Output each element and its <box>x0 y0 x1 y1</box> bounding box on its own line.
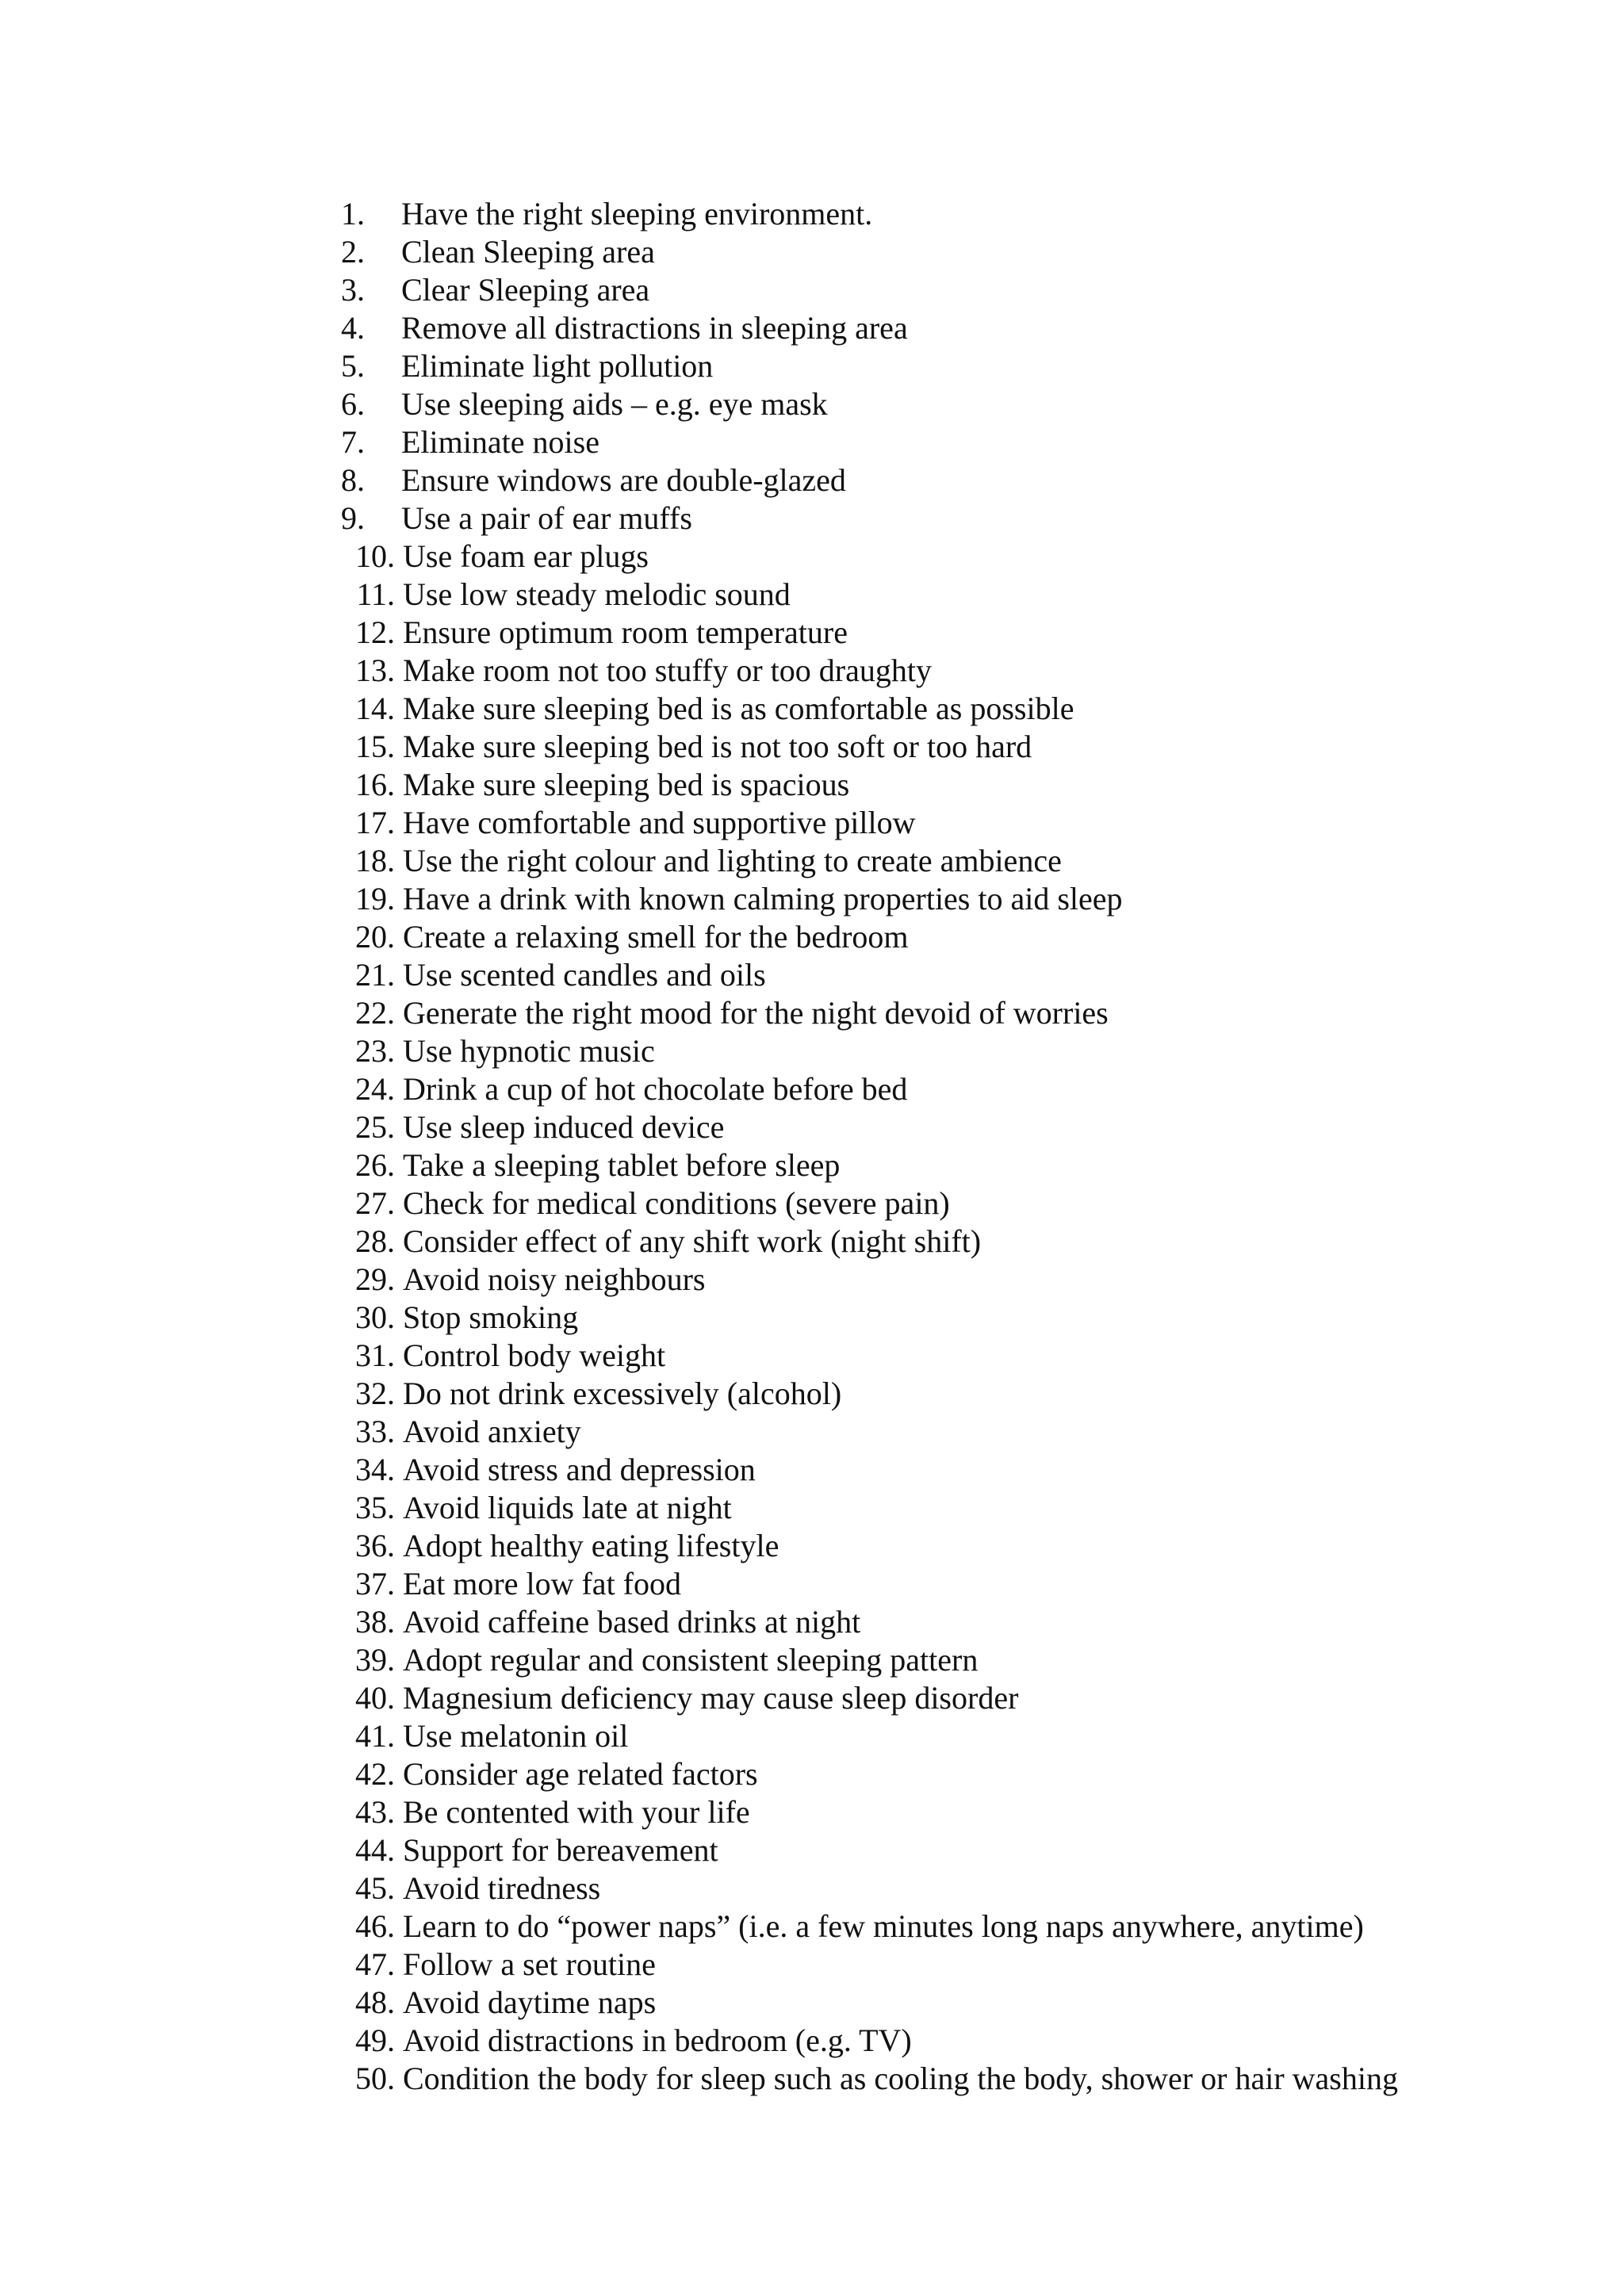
list-item-text: Stop smoking <box>403 1299 579 1335</box>
list-item-text: Use melatonin oil <box>403 1718 629 1754</box>
list-item-text: Use low steady melodic sound <box>403 576 791 612</box>
list-item-text: Avoid anxiety <box>403 1414 581 1449</box>
list-item-text: Take a sleeping tablet before sleep <box>403 1147 841 1183</box>
list-item-number: 42. <box>355 1756 395 1792</box>
list-item <box>341 1908 1398 1946</box>
list-item <box>341 1223 1398 1261</box>
list-item <box>341 1375 1398 1413</box>
list-item-text: Have comfortable and supportive pillow <box>403 805 916 840</box>
list-item-text: Avoid tiredness <box>403 1870 601 1906</box>
list-item <box>341 1565 1398 1603</box>
list-item-number: 13. <box>355 652 395 688</box>
list-item-text: Be contented with your life <box>403 1794 750 1830</box>
list-item-number: 29. <box>355 1261 395 1297</box>
list-item-number: 12. <box>355 614 395 650</box>
list-item-number: 16. <box>355 767 395 802</box>
list-item <box>341 728 1398 766</box>
list-item-number: 5. <box>341 348 365 384</box>
list-item-number: 33. <box>355 1414 395 1449</box>
list-item <box>341 1299 1398 1337</box>
list-item-text: Check for medical conditions (severe pain) <box>403 1185 950 1221</box>
list-item <box>341 1984 1398 2022</box>
list-item <box>341 538 1398 576</box>
list-item-text: Make sure sleeping bed is as comfortable as possible <box>403 691 1074 726</box>
list-item-number: 39. <box>355 1642 395 1678</box>
list-item-text: Magnesium deficiency may cause sleep disorder <box>403 1680 1019 1716</box>
list-item <box>341 652 1398 690</box>
list-item <box>341 309 1398 347</box>
list-item <box>341 1070 1398 1108</box>
list-item-text: Avoid caffeine based drinks at night <box>403 1604 861 1640</box>
list-item <box>341 1946 1398 1984</box>
list-item-text: Make room not too stuffy or too draughty <box>403 652 932 688</box>
list-item-number: 9. <box>341 500 365 536</box>
list-item <box>341 1641 1398 1679</box>
list-item <box>341 1717 1398 1755</box>
list-item <box>341 956 1398 994</box>
list-item-number: 41. <box>355 1718 395 1754</box>
list-item-text: Do not drink excessively (alcohol) <box>403 1376 842 1411</box>
list-item <box>341 423 1398 461</box>
list-item-number: 2. <box>341 234 365 270</box>
list-item-text: Use foam ear plugs <box>403 538 649 574</box>
list-item <box>341 2022 1398 2060</box>
list-item-text: Use a pair of ear muffs <box>401 500 692 536</box>
list-item-number: 26. <box>355 1147 395 1183</box>
list-item-text: Use the right colour and lighting to create ambience <box>403 843 1062 878</box>
list-item-number: 35. <box>355 1490 395 1525</box>
list-item-number: 14. <box>355 691 395 726</box>
list-item <box>341 499 1398 538</box>
list-item <box>341 1489 1398 1527</box>
list-item-number: 4. <box>341 310 365 346</box>
list-item-number: 15. <box>355 729 395 764</box>
list-item-number: 36. <box>355 1528 395 1563</box>
list-item <box>341 766 1398 804</box>
list-item <box>341 461 1398 499</box>
list-item-number: 30. <box>355 1299 395 1335</box>
list-item-number: 6. <box>341 386 365 422</box>
list-item-number: 37. <box>355 1566 395 1601</box>
list-item-text: Consider effect of any shift work (night shift) <box>403 1223 982 1259</box>
list-item-number: 23. <box>355 1033 395 1069</box>
list-item-text: Adopt healthy eating lifestyle <box>403 1528 779 1563</box>
list-item-text: Eliminate noise <box>401 424 599 460</box>
list-item-number: 25. <box>355 1109 395 1145</box>
list-item <box>341 1831 1398 1869</box>
list-item-text: Have a drink with known calming properties to aid sleep <box>403 881 1123 916</box>
list-item-text: Clean Sleeping area <box>401 234 655 270</box>
list-item <box>341 842 1398 880</box>
list-item <box>341 2060 1398 2098</box>
list-item <box>341 1869 1398 1908</box>
list-item-number: 44. <box>355 1832 395 1868</box>
list-item-text: Avoid liquids late at night <box>403 1490 732 1525</box>
list-item-text: Avoid stress and depression <box>403 1452 756 1487</box>
list-item-number: 46. <box>355 1908 395 1944</box>
list-item <box>341 1755 1398 1793</box>
list-item-text: Avoid daytime naps <box>403 1984 657 2020</box>
list-item-text: Follow a set routine <box>403 1946 656 1982</box>
list-item-text: Avoid distractions in bedroom (e.g. TV) <box>403 2022 912 2058</box>
list-item-text: Support for bereavement <box>403 1832 718 1868</box>
list-item-text: Adopt regular and consistent sleeping pattern <box>403 1642 979 1678</box>
list-item <box>341 918 1398 956</box>
list-item <box>341 614 1398 652</box>
list-item <box>341 1184 1398 1223</box>
list-item <box>341 1032 1398 1070</box>
list-item <box>341 1146 1398 1184</box>
list-item <box>341 1793 1398 1831</box>
list-item-text: Ensure optimum room temperature <box>403 614 848 650</box>
list-item <box>341 1108 1398 1146</box>
list-item-number: 45. <box>355 1870 395 1906</box>
list-item-text: Use scented candles and oils <box>403 957 766 993</box>
list-item <box>341 576 1398 614</box>
list-item-text: Make sure sleeping bed is not too soft or too hard <box>403 729 1032 764</box>
list-item-number: 8. <box>341 462 365 498</box>
list-item-text: Control body weight <box>403 1337 666 1373</box>
list-item <box>341 271 1398 309</box>
list-item-number: 22. <box>355 995 395 1031</box>
list-item <box>341 690 1398 728</box>
list-item-text: Clear Sleeping area <box>401 272 650 308</box>
list-item-text: Avoid noisy neighbours <box>403 1261 706 1297</box>
list-item-text: Ensure windows are double-glazed <box>401 462 846 498</box>
list-item <box>341 994 1398 1032</box>
list-item-text: Drink a cup of hot chocolate before bed <box>403 1071 908 1107</box>
list-item-text: Condition the body for sleep such as cooling the body, shower or hair washing <box>403 2061 1398 2096</box>
list-item <box>341 1679 1398 1717</box>
list-item-number: 19. <box>355 881 395 916</box>
list-item-number: 11. <box>356 576 395 612</box>
list-item-text: Generate the right mood for the night devoid of worries <box>403 995 1109 1031</box>
list-item <box>341 385 1398 423</box>
list-item <box>341 804 1398 842</box>
list-item-number: 17. <box>355 805 395 840</box>
list-item-number: 38. <box>355 1604 395 1640</box>
list-item-number: 47. <box>355 1946 395 1982</box>
list-item-number: 50. <box>355 2061 395 2096</box>
list-item <box>341 233 1398 271</box>
list-item-number: 27. <box>355 1185 395 1221</box>
list-item-text: Use sleeping aids – e.g. eye mask <box>401 386 828 422</box>
list-item-number: 10. <box>355 538 395 574</box>
list-item-text: Consider age related factors <box>403 1756 758 1792</box>
list-item-text: Use sleep induced device <box>403 1109 725 1145</box>
list-item <box>341 195 1398 233</box>
list-item-number: 31. <box>355 1337 395 1373</box>
list-item <box>341 1261 1398 1299</box>
list-item-number: 48. <box>355 1984 395 2020</box>
list-item-number: 18. <box>355 843 395 878</box>
list-item <box>341 1451 1398 1489</box>
list-item <box>341 1603 1398 1641</box>
list-item-text: Use hypnotic music <box>403 1033 655 1069</box>
list-item-number: 43. <box>355 1794 395 1830</box>
list-item-number: 21. <box>355 957 395 993</box>
list-item-number: 1. <box>341 196 365 232</box>
list-item-text: Create a relaxing smell for the bedroom <box>403 919 909 955</box>
sleep-tips-list <box>341 195 1398 2098</box>
list-item-number: 28. <box>355 1223 395 1259</box>
list-item-text: Make sure sleeping bed is spacious <box>403 767 850 802</box>
list-item <box>341 347 1398 385</box>
list-item-text: Learn to do “power naps” (i.e. a few minutes long naps anywhere, anytime) <box>403 1908 1364 1944</box>
list-item-text: Remove all distractions in sleeping area <box>401 310 908 346</box>
list-item-text: Eliminate light pollution <box>401 348 714 384</box>
list-item-text: Eat more low fat food <box>403 1566 681 1601</box>
list-item <box>341 1413 1398 1451</box>
list-item-text: Have the right sleeping environment. <box>401 196 873 232</box>
list-item-number: 49. <box>355 2022 395 2058</box>
list-item-number: 40. <box>355 1680 395 1716</box>
list-item <box>341 1337 1398 1375</box>
list-item-number: 7. <box>341 424 365 460</box>
list-item-number: 20. <box>355 919 395 955</box>
list-item-number: 3. <box>341 272 365 308</box>
list-item-number: 32. <box>355 1376 395 1411</box>
list-item-number: 34. <box>355 1452 395 1487</box>
list-item-number: 24. <box>355 1071 395 1107</box>
list-item <box>341 1527 1398 1565</box>
list-item <box>341 880 1398 918</box>
